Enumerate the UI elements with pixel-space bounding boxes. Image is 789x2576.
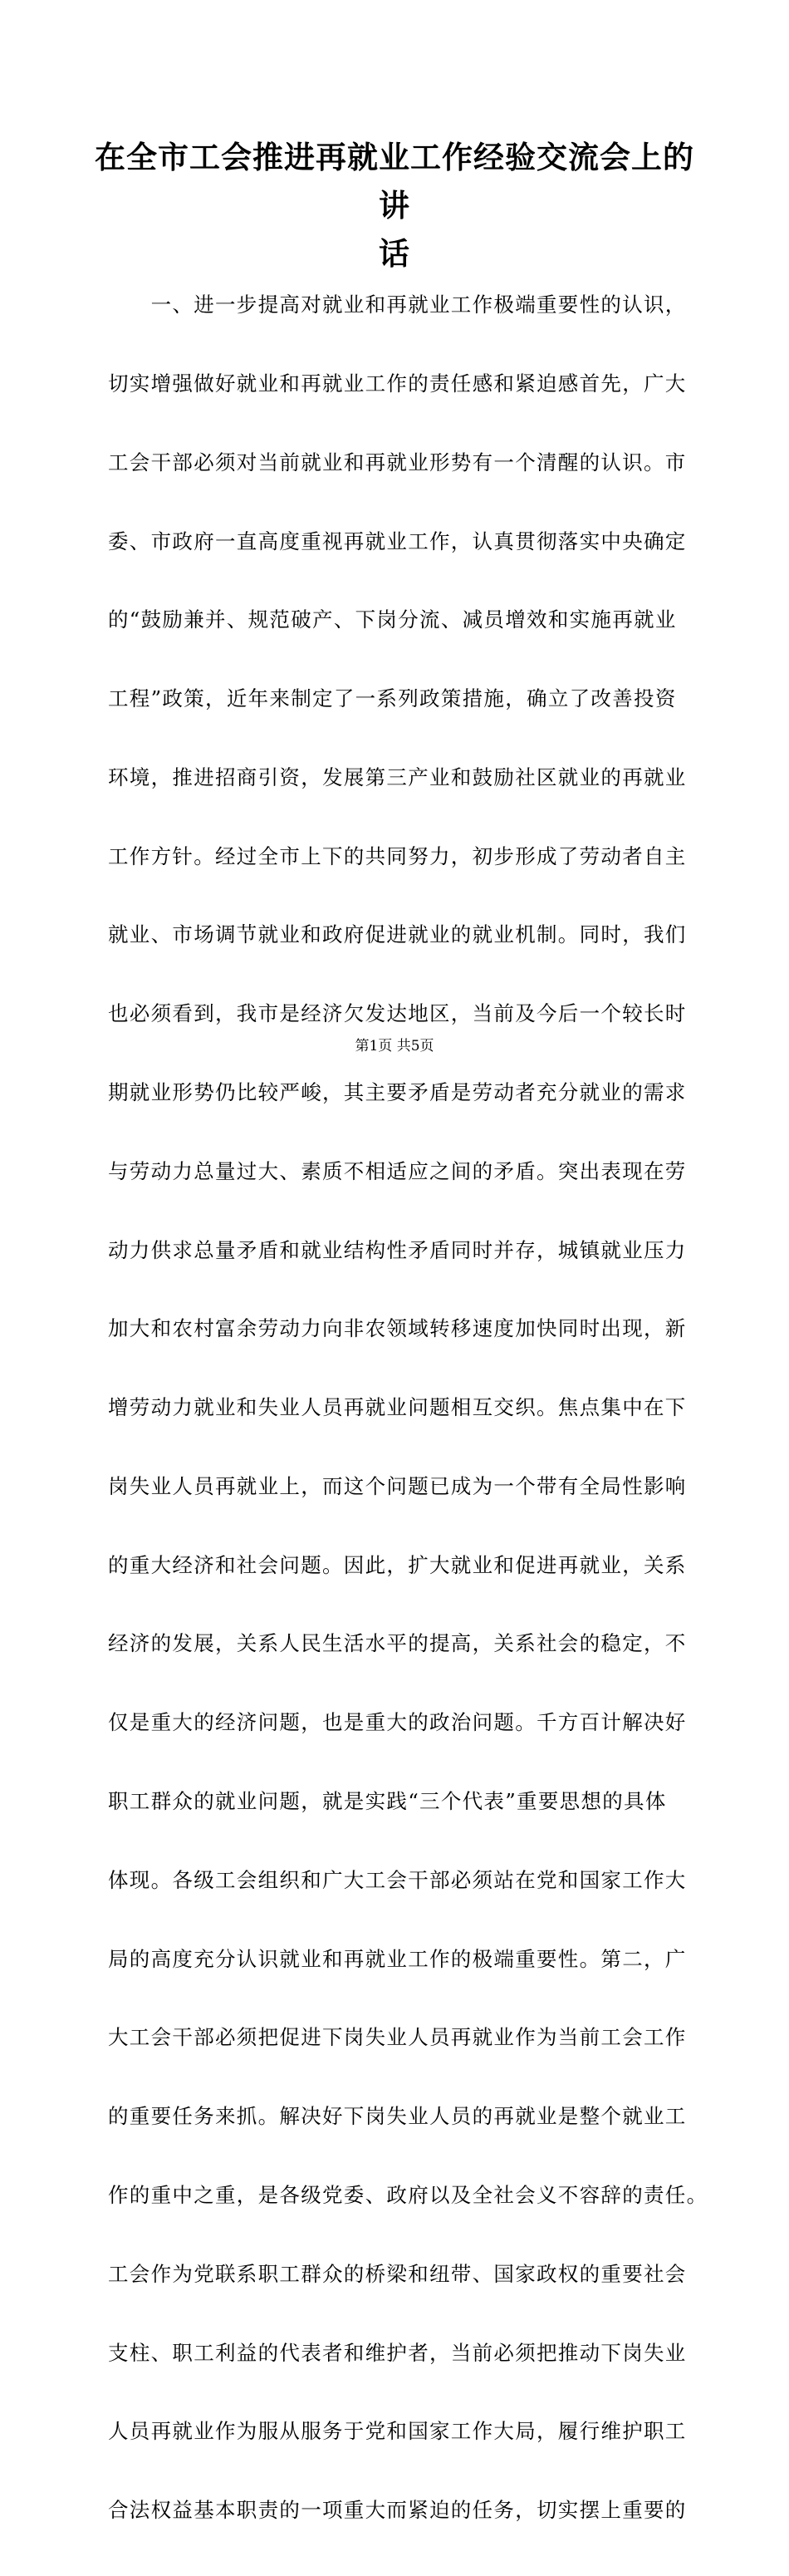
body-line: 动力供求总量矛盾和就业结构性矛盾同时并存，城镇就业压力 [108,1237,687,1262]
body-line: 工会作为党联系职工群众的桥梁和纽带、国家政权的重要社会 [108,2261,687,2286]
body-line: 岗失业人员再就业上，而这个问题已成为一个带有全局性影响 [108,1473,687,1498]
body-line: 仅是重大的经济问题，也是重大的政治问题。千方百计解决好 [108,1710,687,1735]
body-line: 的“鼓励兼并、规范破产、下岗分流、减员增效和实施再就业 [108,607,677,632]
body-line: 体现。各级工会组织和广大工会干部必须站在党和国家工作大 [108,1867,687,1892]
page-footer [0,1034,789,1054]
body-line: 就业、市场调节就业和政府促进就业的就业机制。同时，我们 [108,922,687,947]
body-line: 职工群众的就业问题，就是实践“三个代表”重要思想的具体 [108,1789,667,1814]
body-line: 期就业形势仍比较严峻，其主要矛盾是劳动者充分就业的需求 [108,1080,687,1104]
body-line: 也必须看到，我市是经济欠发达地区，当前及今后一个较长时 [108,1001,687,1026]
body-line: 工程”政策，近年来制定了一系列政策措施，确立了改善投资 [108,686,677,711]
document-body [108,239,713,2576]
body-line: 的重要任务来抓。解决好下岗失业人员的再就业是整个就业工 [108,2104,687,2129]
body-line: 委、市政府一直高度重视再就业工作，认真贯彻落实中央确定 [108,528,687,553]
body-line: 切实增强做好就业和再就业工作的责任感和紧迫感首先，广大 [108,371,687,396]
body-line: 增劳动力就业和失业人员再就业问题相互交织。焦点集中在下 [108,1395,687,1420]
body-line: 加大和农村富余劳动力向非农领域转移速度加快同时出现，新 [108,1316,687,1341]
body-line: 工作方针。经过全市上下的共同努力，初步形成了劳动者自主 [108,843,687,868]
body-line: 支柱、职工利益的代表者和维护者，当前必须把推动下岗失业 [108,2340,687,2365]
body-line: 经济的发展，关系人民生活水平的提高，关系社会的稳定，不 [108,1631,687,1656]
title-line-2: 话 [379,235,410,272]
body-line: 合法权益基本职责的一项重大而紧迫的任务，切实摆上重要的 [108,2498,687,2523]
body-line: 环境，推进招商引资，发展第三产业和鼓励社区就业的再就业 [108,764,687,789]
body-line: 人员再就业作为服从服务于党和国家工作大局，履行维护职工 [108,2419,687,2444]
body-line: 与劳动力总量过大、素质不相适应之间的矛盾。突出表现在劳 [108,1158,687,1183]
body-line: 作的重中之重，是各级党委、政府以及全社会义不容辞的责任。 [108,2182,708,2207]
body-line: 局的高度充分认识就业和再就业工作的极端重要性。第二，广 [108,1946,687,1971]
body-line: 大工会干部必须把促进下岗失业人员再就业作为当前工会工作 [108,2025,687,2050]
page-number: 第1页 共5页 [355,1038,434,1054]
title-line-1: 在全市工会推进再就业工作经验交流会上的讲 [95,139,694,224]
body-line: 一、进一步提高对就业和再就业工作极端重要性的认识， [108,293,687,317]
body-line: 工会干部必须对当前就业和再就业形势有一个清醒的认识。市 [108,450,687,474]
body-line: 的重大经济和社会问题。因此，扩大就业和促进再就业，关系 [108,1552,687,1577]
